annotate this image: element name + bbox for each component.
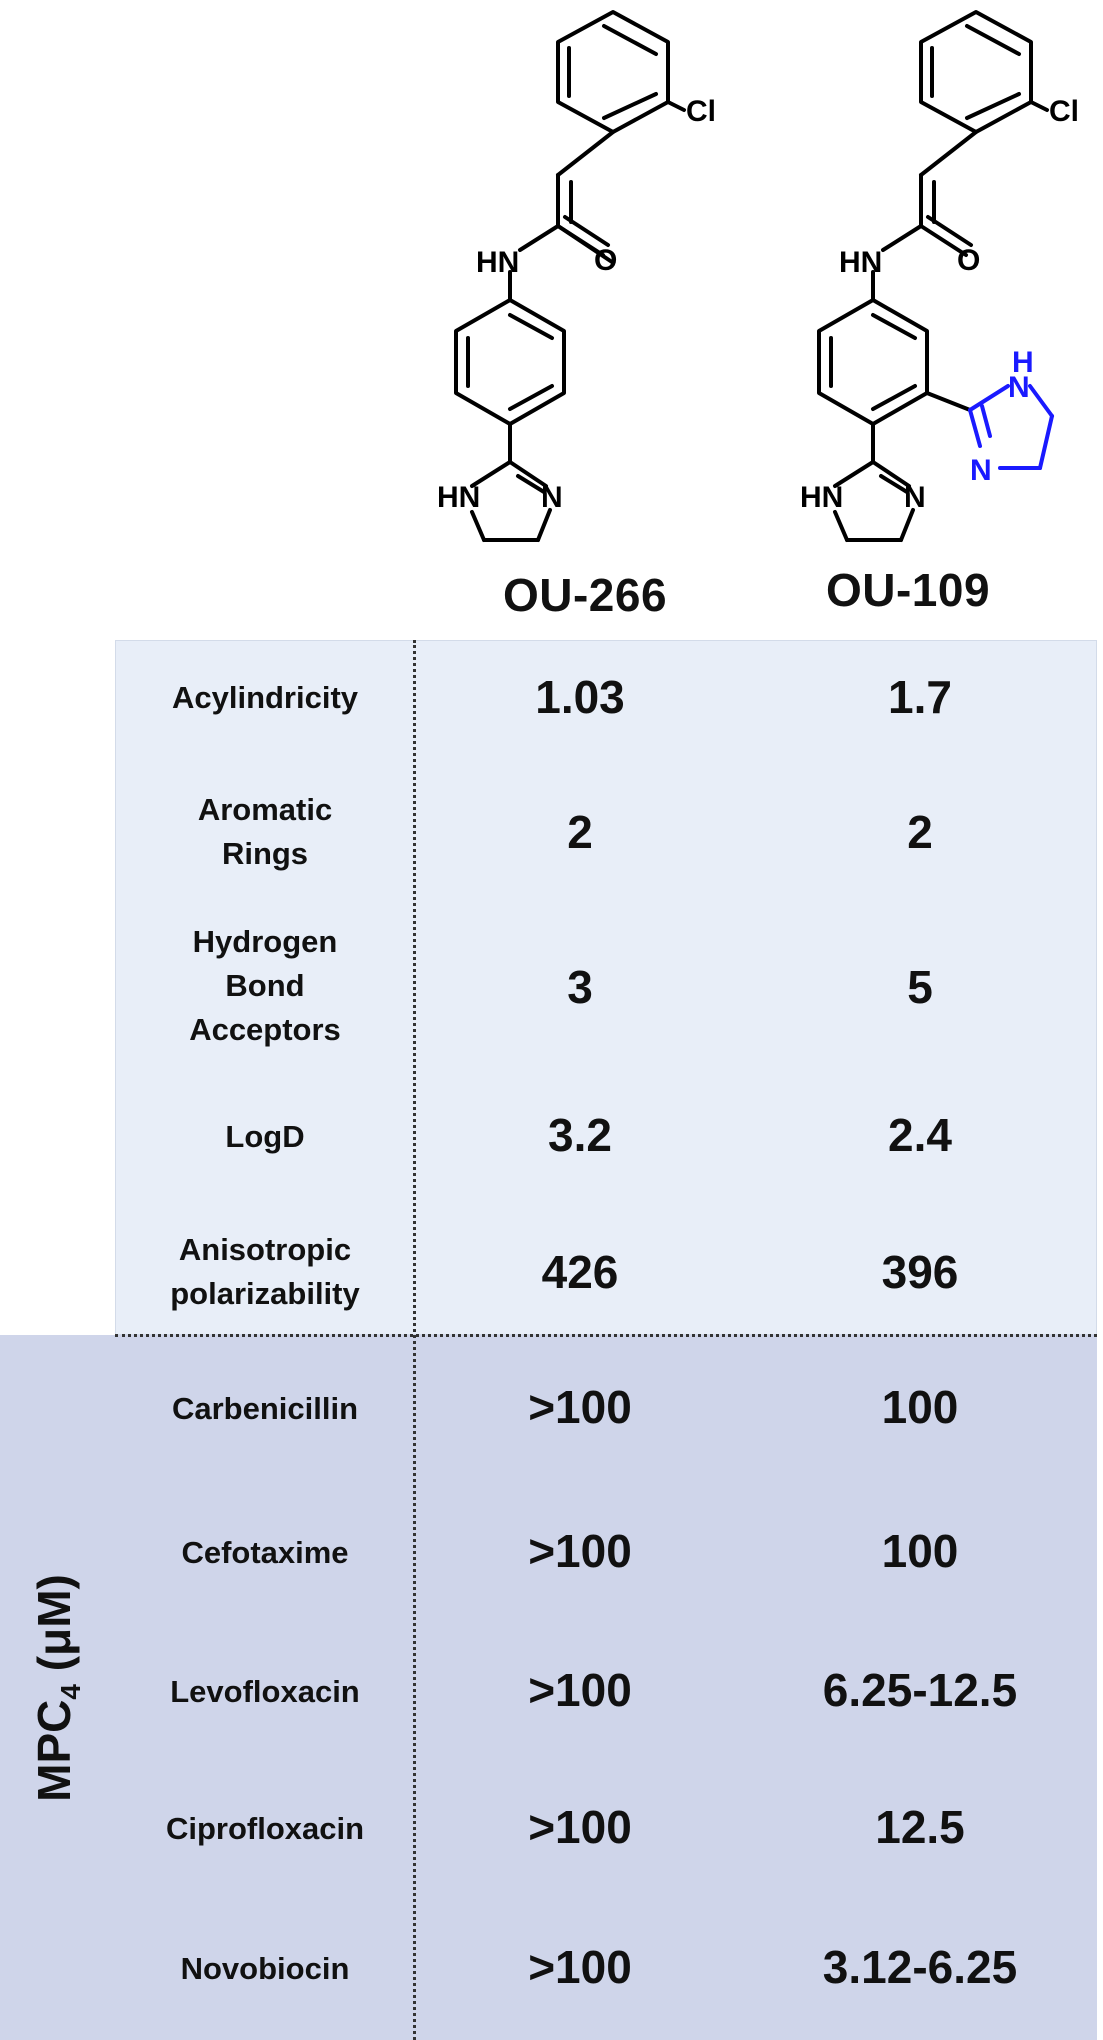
ou-266-value: >100 xyxy=(528,1525,632,1577)
ou-266-value: >100 xyxy=(528,1941,632,1993)
ou-109-value: 12.5 xyxy=(875,1801,965,1853)
atom-hn-ring: HN xyxy=(437,481,481,514)
ou-266-value: >100 xyxy=(528,1381,632,1433)
atom-o: O xyxy=(957,244,981,277)
atom-nh-n-blue: N xyxy=(1008,371,1030,404)
ou-109-value: 100 xyxy=(881,1381,959,1433)
atom-n-blue: N xyxy=(970,454,992,487)
atom-cl: Cl xyxy=(1049,95,1079,128)
atom-n-ring: N xyxy=(904,481,926,514)
ou-266-value: >100 xyxy=(528,1664,632,1716)
structure-ou-109 xyxy=(0,0,1103,600)
ou-266-value: 3 xyxy=(567,961,593,1013)
atom-nh-h-blue: H xyxy=(1012,346,1034,379)
atom-hn-amide: HN xyxy=(839,246,883,279)
antibiotic-label: Levofloxacin xyxy=(170,1674,360,1709)
ou-266-value: 2 xyxy=(567,806,593,858)
ou-109-value: 1.7 xyxy=(888,671,952,723)
section-divider xyxy=(115,1334,1097,1337)
mpc-axis-label: $MPC_4$ (μM) xyxy=(27,1574,87,1802)
property-label: LogD xyxy=(225,1119,305,1154)
property-label: Hydrogen Bond Acceptors xyxy=(189,924,341,1047)
compound-name-ou-266: OU-266 xyxy=(502,569,668,621)
atom-n-ring: N xyxy=(541,481,563,514)
ou-109-value: 396 xyxy=(881,1246,959,1298)
property-label: Acylindricity xyxy=(171,680,359,715)
antibiotic-label: Ciprofloxacin xyxy=(165,1811,365,1846)
antibiotic-label: Carbenicillin xyxy=(171,1391,359,1426)
ou-266-value: >100 xyxy=(528,1801,632,1853)
ou-266-value: 3.2 xyxy=(548,1109,612,1161)
atom-cl: Cl xyxy=(686,95,716,128)
property-label: Anisotropic polarizability xyxy=(170,1232,360,1311)
atom-hn-ring: HN xyxy=(800,481,844,514)
ou-109-value: 6.25-12.5 xyxy=(822,1664,1018,1716)
property-label: Aromatic Rings xyxy=(197,792,333,871)
antibiotic-label: Novobiocin xyxy=(180,1951,350,1986)
ou-266-value: 1.03 xyxy=(535,671,625,723)
atom-hn-amide: HN xyxy=(476,246,520,279)
ou-109-value: 100 xyxy=(881,1525,959,1577)
ou-109-value: 2 xyxy=(907,806,933,858)
antibiotic-label: Cefotaxime xyxy=(181,1535,349,1570)
ou-266-value: 426 xyxy=(541,1246,619,1298)
ou-109-value: 3.12-6.25 xyxy=(822,1941,1018,1993)
ou-109-value: 5 xyxy=(907,961,933,1013)
atom-o: O xyxy=(594,244,618,277)
ou-109-value: 2.4 xyxy=(888,1109,952,1161)
compound-name-ou-109: OU-109 xyxy=(825,564,991,616)
